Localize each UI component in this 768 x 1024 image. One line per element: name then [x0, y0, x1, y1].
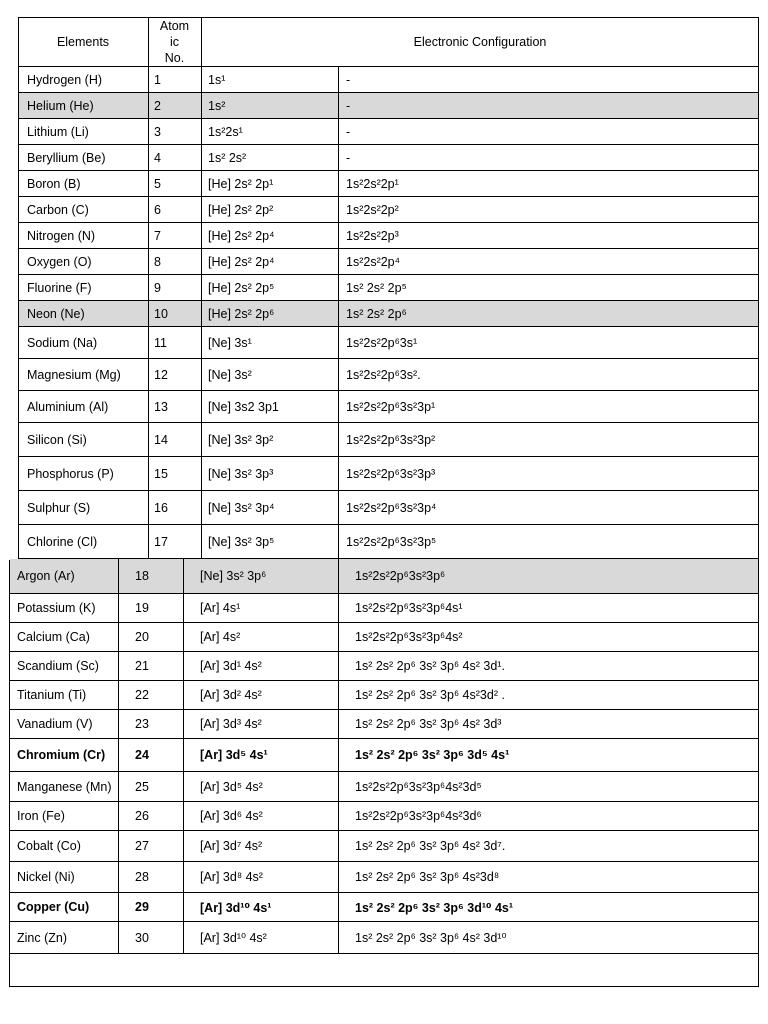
short-configuration-cell: [Ne] 3s²	[208, 367, 252, 382]
atomic-number-cell: 1	[154, 72, 161, 87]
short-configuration-cell: [Ar] 3d⁶ 4s²	[200, 809, 263, 823]
full-configuration-cell: 1s²2s²2p⁶3s²3p⁶4s²	[355, 630, 463, 644]
short-configuration-cell: [Ne] 3s² 3p⁴	[208, 500, 275, 515]
full-configuration-cell: 1s²2s²2p²	[346, 202, 399, 217]
table-row	[10, 922, 758, 954]
table-row	[19, 525, 758, 559]
element-name-cell: Helium (He)	[27, 98, 94, 113]
full-configuration-cell: 1s² 2s² 2p⁶ 3s² 3p⁶ 4s²3d² .	[355, 688, 505, 702]
header-divider-2	[201, 17, 202, 67]
atomic-number-cell: 23	[135, 717, 149, 731]
element-name-cell: Sodium (Na)	[27, 335, 98, 350]
short-configuration-cell: 1s²	[208, 98, 226, 113]
element-name-cell: Nickel (Ni)	[17, 870, 75, 884]
table-row	[19, 457, 758, 491]
full-configuration-cell: -	[346, 150, 351, 165]
full-configuration-cell: 1s²2s²2p⁶3s²3p⁶	[355, 569, 446, 583]
short-configuration-cell: [Ar] 4s¹	[200, 601, 241, 615]
atomic-number-cell: 29	[135, 900, 149, 914]
full-configuration-cell: 1s² 2s² 2p⁶ 3s² 3p⁶ 4s²3d⁸	[355, 870, 500, 884]
short-configuration-cell: [Ar] 3d¹⁰ 4s¹	[200, 900, 272, 915]
short-configuration-cell: [He] 2s² 2p⁶	[208, 306, 275, 321]
short-configuration-cell: [He] 2s² 2p⁵	[208, 280, 275, 295]
table-row	[10, 739, 758, 772]
atomic-number-cell: 13	[154, 399, 168, 414]
element-name-cell: Boron (B)	[27, 176, 81, 191]
atomic-number-cell: 25	[135, 779, 149, 794]
atomic-number-cell: 20	[135, 630, 149, 644]
full-configuration-cell: 1s²2s²2p⁶3s²3p⁶4s²3d⁵	[355, 779, 482, 794]
table-row	[19, 491, 758, 525]
short-configuration-cell: [Ne] 3s¹	[208, 335, 252, 350]
atomic-number-cell: 11	[154, 335, 167, 350]
full-configuration-cell: -	[346, 72, 351, 87]
short-configuration-cell: [Ar] 3d¹ 4s²	[200, 659, 262, 673]
table-row	[10, 710, 758, 739]
atomic-number-cell: 22	[135, 688, 149, 702]
short-configuration-cell: 1s²2s¹	[208, 124, 243, 139]
full-configuration-cell: 1s²2s²2p⁶3s¹	[346, 335, 418, 350]
table-row	[10, 862, 758, 893]
short-configuration-cell: [Ar] 3d⁵ 4s²	[200, 779, 263, 794]
header-atomic-no: Atom ic No.	[159, 18, 190, 65]
element-name-cell: Cobalt (Co)	[17, 839, 81, 853]
full-configuration-cell: 1s²2s²2p¹	[346, 176, 399, 191]
atomic-number-cell: 21	[135, 659, 149, 673]
atomic-number-cell: 19	[135, 601, 149, 615]
table-row	[10, 802, 758, 831]
full-configuration-cell: 1s² 2s² 2p⁶ 3s² 3p⁶ 4s² 3d¹⁰	[355, 931, 507, 945]
element-name-cell: Magnesium (Mg)	[27, 367, 121, 382]
short-configuration-cell: [Ne] 3s² 3p²	[208, 432, 274, 447]
full-configuration-cell: 1s²2s²2p⁶3s²3p³	[346, 466, 436, 481]
atomic-number-cell: 7	[154, 228, 161, 243]
full-configuration-cell: 1s² 2s² 2p⁶ 3s² 3p⁶ 3d⁵ 4s¹	[355, 748, 510, 762]
atomic-number-cell: 15	[154, 466, 168, 481]
table-row	[19, 249, 758, 275]
element-name-cell: Argon (Ar)	[17, 569, 75, 583]
atomic-number-cell: 18	[135, 569, 149, 583]
atomic-number-cell: 16	[154, 500, 168, 515]
full-configuration-cell: 1s²2s²2p⁶3s²3p⁵	[346, 534, 437, 549]
short-configuration-cell: [Ne] 3s² 3p⁶	[200, 569, 267, 583]
element-name-cell: Iron (Fe)	[17, 809, 65, 823]
atomic-number-cell: 14	[154, 432, 168, 447]
atomic-number-cell: 6	[154, 202, 161, 217]
header-row	[18, 17, 759, 67]
short-configuration-cell: [He] 2s² 2p²	[208, 202, 274, 217]
short-configuration-cell: [He] 2s² 2p⁴	[208, 228, 275, 243]
table-row	[19, 119, 758, 145]
element-name-cell: Chromium (Cr)	[17, 748, 106, 762]
full-configuration-cell: 1s²2s²2p³	[346, 228, 399, 243]
full-configuration-cell: 1s²2s²2p⁶3s²3p⁶4s¹	[355, 601, 463, 615]
atomic-number-cell: 10	[154, 306, 168, 321]
table-row	[10, 831, 758, 862]
short-configuration-cell: [Ar] 3d⁸ 4s²	[200, 870, 263, 884]
element-name-cell: Copper (Cu)	[17, 900, 90, 914]
atomic-number-cell: 3	[154, 124, 161, 139]
full-configuration-cell: 1s²2s²2p⁶3s²3p⁶4s²3d⁶	[355, 809, 482, 823]
table-row	[19, 391, 758, 423]
atomic-number-cell: 4	[154, 150, 161, 165]
full-configuration-cell: 1s²2s²2p⁴	[346, 254, 401, 269]
short-configuration-cell: [He] 2s² 2p⁴	[208, 254, 275, 269]
element-name-cell: Fluorine (F)	[27, 280, 92, 295]
full-configuration-cell: 1s²2s²2p⁶3s².	[346, 367, 421, 382]
table-row	[19, 275, 758, 301]
element-name-cell: Calcium (Ca)	[17, 630, 90, 644]
short-configuration-cell: [Ar] 3d⁷ 4s²	[200, 839, 263, 853]
short-configuration-cell: [Ne] 3s² 3p³	[208, 466, 274, 481]
table-row	[19, 197, 758, 223]
short-configuration-cell: [Ar] 3d² 4s²	[200, 688, 262, 702]
full-configuration-cell: 1s² 2s² 2p⁵	[346, 280, 407, 295]
element-name-cell: Scandium (Sc)	[17, 659, 99, 673]
element-name-cell: Nitrogen (N)	[27, 228, 96, 243]
short-configuration-cell: 1s¹	[208, 72, 226, 87]
element-name-cell: Silicon (Si)	[27, 432, 87, 447]
full-configuration-cell: 1s²2s²2p⁶3s²3p⁴	[346, 500, 437, 515]
short-configuration-cell: [Ne] 3s2 3p1	[208, 399, 279, 414]
full-configuration-cell: -	[346, 98, 351, 113]
atomic-number-cell: 2	[154, 98, 161, 113]
table-row	[10, 623, 758, 652]
atomic-number-cell: 9	[154, 280, 161, 295]
table-row	[10, 652, 758, 681]
table-row	[10, 559, 758, 594]
header-electronic-configuration: Electronic Configuration	[413, 34, 547, 49]
full-configuration-cell: 1s² 2s² 2p⁶ 3s² 3p⁶ 4s² 3d¹.	[355, 659, 505, 673]
element-name-cell: Vanadium (V)	[17, 717, 93, 731]
element-name-cell: Chlorine (Cl)	[27, 534, 98, 549]
table-row	[19, 145, 758, 171]
atomic-number-cell: 26	[135, 809, 149, 823]
table-row	[10, 893, 758, 922]
atomic-number-cell: 27	[135, 839, 149, 853]
table-row	[19, 423, 758, 457]
atomic-number-cell: 30	[135, 930, 149, 945]
atomic-number-cell: 5	[154, 176, 161, 191]
full-configuration-cell: 1s² 2s² 2p⁶ 3s² 3p⁶ 4s² 3d³	[355, 717, 502, 731]
atomic-number-cell: 8	[154, 254, 161, 269]
atomic-number-cell: 28	[135, 870, 149, 884]
element-name-cell: Aluminium (Al)	[27, 399, 109, 414]
full-configuration-cell: -	[346, 124, 351, 139]
atomic-number-cell: 12	[154, 367, 168, 382]
full-configuration-cell: 1s²2s²2p⁶3s²3p¹	[346, 399, 436, 414]
table-row	[19, 171, 758, 197]
element-name-cell: Potassium (K)	[17, 601, 96, 615]
element-name-cell: Sulphur (S)	[27, 500, 91, 515]
table-row	[10, 681, 758, 710]
header-divider-1	[148, 17, 149, 67]
element-name-cell: Hydrogen (H)	[27, 72, 103, 87]
element-name-cell: Oxygen (O)	[27, 254, 92, 269]
short-configuration-cell: [Ar] 4s²	[200, 630, 241, 644]
short-configuration-cell: [Ar] 3d¹⁰ 4s²	[200, 931, 267, 945]
element-name-cell: Lithium (Li)	[27, 124, 89, 139]
empty-row	[10, 954, 758, 986]
full-configuration-cell: 1s²2s²2p⁶3s²3p²	[346, 432, 436, 447]
element-name-cell: Manganese (Mn)	[17, 779, 112, 794]
atomic-number-cell: 24	[135, 748, 149, 762]
element-name-cell: Phosphorus (P)	[27, 466, 114, 481]
table-row	[19, 301, 758, 327]
table-row	[19, 327, 758, 359]
header-elements: Elements	[56, 34, 110, 49]
element-name-cell: Zinc (Zn)	[17, 930, 67, 945]
element-name-cell: Neon (Ne)	[27, 306, 85, 321]
table-row	[19, 67, 758, 93]
element-name-cell: Carbon (C)	[27, 202, 89, 217]
short-configuration-cell: [Ar] 3d⁵ 4s¹	[200, 748, 268, 762]
full-configuration-cell: 1s² 2s² 2p⁶ 3s² 3p⁶ 3d¹⁰ 4s¹	[355, 900, 514, 915]
element-name-cell: Beryllium (Be)	[27, 150, 106, 165]
short-configuration-cell: [Ne] 3s² 3p⁵	[208, 534, 275, 549]
atomic-number-cell: 17	[154, 534, 168, 549]
element-name-cell: Titanium (Ti)	[17, 688, 87, 702]
table-row	[10, 594, 758, 623]
short-configuration-cell: [He] 2s² 2p¹	[208, 176, 274, 191]
table-row	[19, 223, 758, 249]
short-configuration-cell: 1s² 2s²	[208, 150, 247, 165]
full-configuration-cell: 1s² 2s² 2p⁶	[346, 306, 407, 321]
full-configuration-cell: 1s² 2s² 2p⁶ 3s² 3p⁶ 4s² 3d⁷.	[355, 839, 506, 853]
short-configuration-cell: [Ar] 3d³ 4s²	[200, 717, 262, 731]
table-row	[19, 359, 758, 391]
table-row	[19, 93, 758, 119]
table-row	[10, 772, 758, 802]
